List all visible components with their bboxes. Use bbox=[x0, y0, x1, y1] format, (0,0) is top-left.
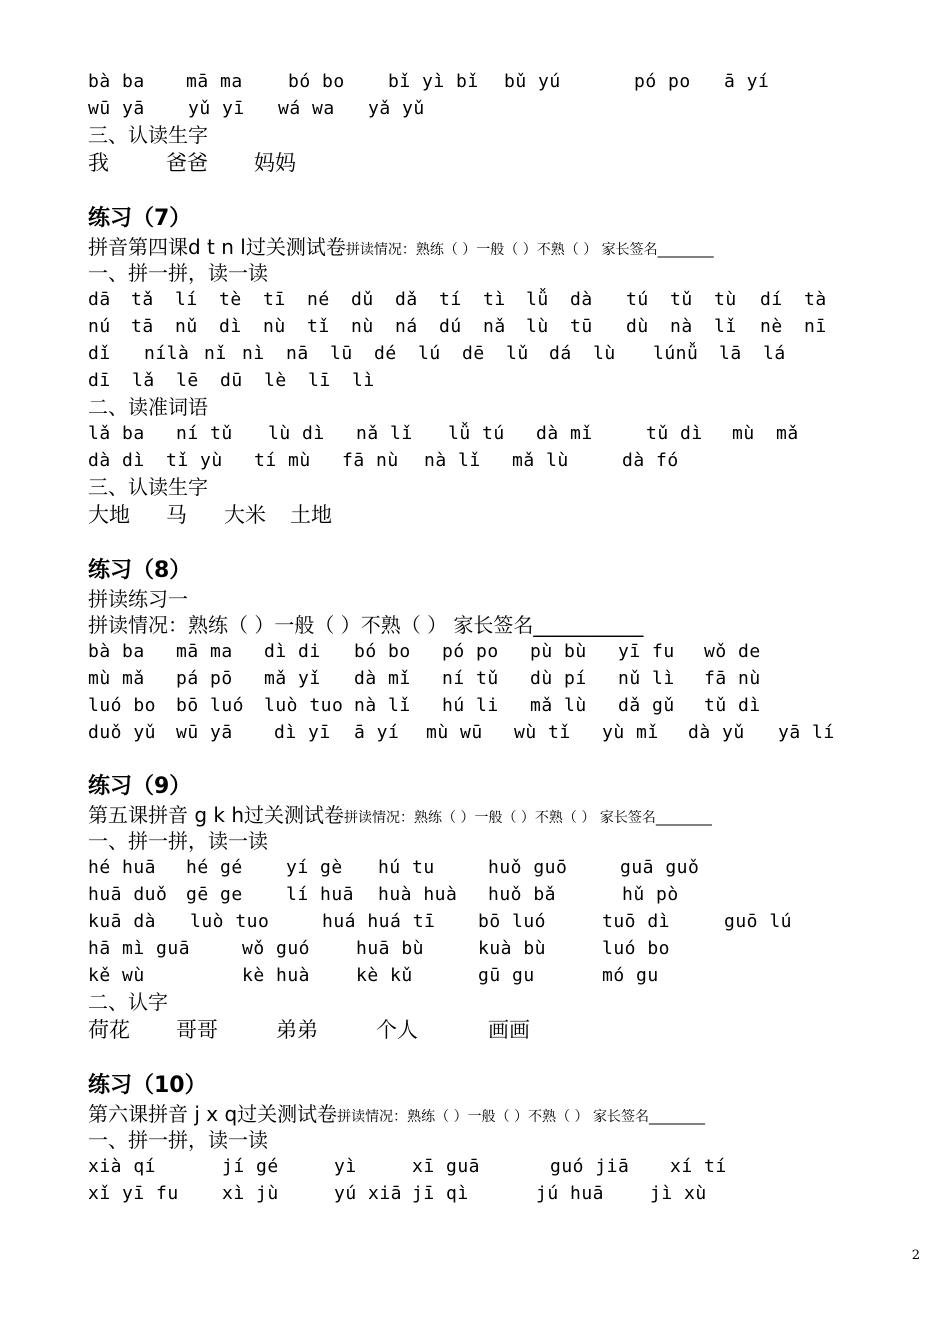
section-heading: 二、读准词语 bbox=[88, 395, 208, 419]
pinyin-word: mā ma bbox=[186, 71, 243, 92]
pinyin-word: lí huā bbox=[286, 884, 355, 905]
pinyin-word: luò tuo bbox=[190, 911, 270, 932]
character-word: 土地 bbox=[290, 503, 332, 527]
pinyin-row bbox=[88, 692, 910, 719]
pinyin-word: lúnǚ bbox=[653, 343, 699, 364]
pinyin-word: kè huà bbox=[242, 965, 311, 986]
pinyin-word: yī fu bbox=[618, 641, 675, 662]
pinyin-word: yā lí bbox=[778, 722, 835, 743]
pinyin-row bbox=[88, 367, 910, 394]
pinyin-row bbox=[88, 286, 910, 313]
pinyin-word: lē bbox=[176, 370, 199, 391]
pinyin-word: ā yí bbox=[354, 722, 400, 743]
pinyin-word: bó bo bbox=[354, 641, 411, 662]
pinyin-word: gū gu bbox=[478, 965, 535, 986]
pinyin-word: né bbox=[307, 289, 330, 310]
pinyin-word: guō lú bbox=[724, 911, 793, 932]
pinyin-row bbox=[88, 719, 910, 746]
character-word: 马 bbox=[166, 503, 187, 527]
pinyin-word: hú li bbox=[442, 695, 499, 716]
pinyin-word: bó bo bbox=[288, 71, 345, 92]
pinyin-word: wǒ guó bbox=[242, 938, 311, 959]
pinyin-word: xià qí bbox=[88, 1156, 157, 1177]
character-row bbox=[88, 1015, 910, 1045]
pinyin-word: huà huà bbox=[378, 884, 458, 905]
pinyin-row bbox=[88, 1180, 910, 1207]
pinyin-word: dí bbox=[760, 289, 783, 310]
pinyin-word: yǔ yī bbox=[188, 98, 245, 119]
pinyin-word: dǔ bbox=[351, 289, 374, 310]
exercise-title: 练习（7） bbox=[88, 206, 192, 231]
pinyin-word: nǐ bbox=[204, 343, 227, 364]
pinyin-word: lù bbox=[593, 343, 616, 364]
pinyin-word: wū yā bbox=[176, 722, 233, 743]
pinyin-word: dī bbox=[88, 370, 111, 391]
pinyin-word: huā bù bbox=[356, 938, 425, 959]
pinyin-word: tí mù bbox=[254, 450, 311, 471]
pinyin-word: tǐ bbox=[307, 316, 330, 337]
pinyin-row bbox=[88, 313, 910, 340]
pinyin-word: hú tu bbox=[378, 857, 435, 878]
pinyin-word: nā bbox=[286, 343, 309, 364]
pinyin-word: ní tǔ bbox=[442, 668, 499, 689]
pinyin-word: lā bbox=[719, 343, 742, 364]
pinyin-word: lī bbox=[308, 370, 331, 391]
pinyin-word: dē bbox=[462, 343, 485, 364]
pinyin-word: wá wa bbox=[278, 98, 335, 119]
character-word: 画画 bbox=[488, 1018, 530, 1042]
pinyin-word: mó gu bbox=[602, 965, 659, 986]
pinyin-word: dǎ gǔ bbox=[618, 695, 675, 716]
section-heading: 三、认读生字 bbox=[88, 123, 208, 147]
pinyin-word: huǒ bǎ bbox=[488, 884, 557, 905]
character-word: 弟弟 bbox=[276, 1018, 318, 1042]
pinyin-word: ā yí bbox=[724, 71, 770, 92]
pinyin-word: pù bù bbox=[530, 641, 587, 662]
pinyin-row bbox=[88, 962, 910, 989]
character-word: 个人 bbox=[376, 1018, 418, 1042]
pinyin-word: lǚ tú bbox=[448, 423, 505, 444]
exercise-subtitle bbox=[88, 234, 910, 260]
pinyin-word: dú bbox=[439, 316, 462, 337]
pinyin-row bbox=[88, 1153, 910, 1180]
pinyin-word: jí gé bbox=[222, 1156, 279, 1177]
pinyin-word: mǎ yǐ bbox=[264, 668, 321, 689]
pinyin-word: nílà bbox=[144, 343, 190, 364]
pinyin-word: tǐ yù bbox=[166, 450, 223, 471]
character-row bbox=[88, 148, 910, 178]
pinyin-word: dù bbox=[626, 316, 649, 337]
pinyin-word: dà bbox=[570, 289, 593, 310]
pinyin-word: xí tí bbox=[670, 1156, 727, 1177]
pinyin-word: mǎ lù bbox=[530, 695, 587, 716]
pinyin-word: nà lǐ bbox=[354, 695, 411, 716]
character-word: 我 bbox=[88, 151, 109, 175]
reading-status-line: 拼读情况：熟练（ ）一般（ ）不熟（ ） 家长签名________ bbox=[337, 1109, 705, 1125]
pinyin-row bbox=[88, 935, 910, 962]
pinyin-word: hé huā bbox=[88, 857, 157, 878]
pinyin-row bbox=[88, 638, 910, 665]
pinyin-word: xī guā bbox=[412, 1156, 481, 1177]
pinyin-word: dé bbox=[374, 343, 397, 364]
pinyin-word: lǐ bbox=[714, 316, 737, 337]
exercise-subtitle bbox=[88, 802, 910, 828]
character-word: 妈妈 bbox=[254, 151, 296, 175]
worksheet-page bbox=[88, 68, 910, 1207]
pinyin-word: pó po bbox=[442, 641, 499, 662]
pinyin-word: dà dì bbox=[88, 450, 145, 471]
pinyin-word: mā ma bbox=[176, 641, 233, 662]
pinyin-row bbox=[88, 908, 910, 935]
exercise-subtitle: 拼读练习一 bbox=[88, 587, 188, 611]
exercise-title: 练习（8） bbox=[88, 558, 192, 583]
pinyin-word: dà mǐ bbox=[536, 423, 593, 444]
pinyin-word: tǔ bbox=[670, 289, 693, 310]
pinyin-word: nà lǐ bbox=[424, 450, 481, 471]
pinyin-word: jì xù bbox=[650, 1183, 707, 1204]
pinyin-word: nǎ lǐ bbox=[356, 423, 413, 444]
pinyin-word: hé gé bbox=[186, 857, 243, 878]
pinyin-row bbox=[88, 68, 910, 95]
pinyin-word: bà ba bbox=[88, 641, 145, 662]
pinyin-word: yù mǐ bbox=[602, 722, 659, 743]
pinyin-word: mù mǎ bbox=[88, 668, 145, 689]
pinyin-word: lú bbox=[418, 343, 441, 364]
pinyin-word: dà yǔ bbox=[688, 722, 745, 743]
pinyin-word: nī bbox=[804, 316, 827, 337]
pinyin-word: wǒ de bbox=[704, 641, 761, 662]
pinyin-word: nǔ lì bbox=[618, 668, 675, 689]
pinyin-word: xǐ yī fu bbox=[88, 1183, 179, 1204]
pinyin-word: yú xiā bbox=[334, 1183, 403, 1204]
pinyin-word: guó jiā bbox=[550, 1156, 630, 1177]
pinyin-word: xì jù bbox=[222, 1183, 279, 1204]
subtitle-main: 拼音第四课d t n l过关测试卷 bbox=[88, 235, 346, 259]
exercise-title: 练习（9） bbox=[88, 774, 192, 799]
pinyin-row bbox=[88, 95, 910, 122]
pinyin-word: dá bbox=[549, 343, 572, 364]
pinyin-word: pá pō bbox=[176, 668, 233, 689]
pinyin-word: tū bbox=[570, 316, 593, 337]
pinyin-word: lí bbox=[175, 289, 198, 310]
pinyin-word: dǎ bbox=[395, 289, 418, 310]
pinyin-word: wù tǐ bbox=[514, 722, 571, 743]
reading-status-line: 拼读情况：熟练（ ）一般（ ）不熟（ ） 家长签名________ bbox=[344, 810, 712, 826]
section-heading: 二、认字 bbox=[88, 990, 168, 1014]
pinyin-word: mǎ lù bbox=[512, 450, 569, 471]
pinyin-word: kè kǔ bbox=[356, 965, 413, 986]
pinyin-word: jú huā bbox=[536, 1183, 605, 1204]
pinyin-word: dì bbox=[219, 316, 242, 337]
pinyin-word: hǔ pò bbox=[622, 884, 679, 905]
pinyin-word: yí gè bbox=[286, 857, 343, 878]
pinyin-word: lá bbox=[763, 343, 786, 364]
pinyin-word: fā nù bbox=[342, 450, 399, 471]
pinyin-word: dù pí bbox=[530, 668, 587, 689]
pinyin-word: bǐ yì bǐ bbox=[388, 71, 479, 92]
section-heading: 三、认读生字 bbox=[88, 475, 208, 499]
pinyin-word: nà bbox=[670, 316, 693, 337]
pinyin-word: huá huá tī bbox=[322, 911, 436, 932]
section-heading: 一、拼一拼，读一读 bbox=[88, 829, 268, 853]
pinyin-word: nú bbox=[88, 316, 111, 337]
reading-status-line: 拼读情况：熟练（ ）一般（ ）不熟（ ） 家长签名________ bbox=[345, 242, 714, 258]
pinyin-word: wū yā bbox=[88, 98, 145, 119]
pinyin-word: lù bbox=[526, 316, 549, 337]
pinyin-word: lǎ ba bbox=[88, 423, 145, 444]
pinyin-word: tǎ bbox=[131, 289, 154, 310]
pinyin-word: kuā dà bbox=[88, 911, 157, 932]
pinyin-word: nù bbox=[263, 316, 286, 337]
pinyin-word: bō luó bbox=[478, 911, 547, 932]
pinyin-word: nù bbox=[351, 316, 374, 337]
pinyin-word: bō luó bbox=[176, 695, 245, 716]
character-word: 爸爸 bbox=[166, 151, 208, 175]
character-word: 大地 bbox=[88, 503, 130, 527]
subtitle-main: 第六课拼音 j x q过关测试卷 bbox=[88, 1102, 338, 1126]
pinyin-row bbox=[88, 665, 910, 692]
pinyin-word: tè bbox=[219, 289, 242, 310]
pinyin-word: duǒ yǔ bbox=[88, 722, 157, 743]
exercise-subtitle bbox=[88, 1101, 910, 1127]
pinyin-word: tù bbox=[714, 289, 737, 310]
pinyin-word: jī qì bbox=[412, 1183, 469, 1204]
pinyin-word: bǔ yú bbox=[504, 71, 561, 92]
pinyin-word: lù dì bbox=[268, 423, 325, 444]
reading-status-line: 拼读情况：熟练（ ）一般（ ）不熟（ ） 家长签名___________ bbox=[88, 613, 644, 637]
pinyin-word: nì bbox=[242, 343, 265, 364]
section-heading: 一、拼一拼，读一读 bbox=[88, 261, 268, 285]
pinyin-word: pó po bbox=[634, 71, 691, 92]
pinyin-word: tì bbox=[483, 289, 506, 310]
pinyin-word: lǔ bbox=[506, 343, 529, 364]
page-number: 2 bbox=[911, 1248, 920, 1263]
pinyin-word: nǎ bbox=[483, 316, 506, 337]
pinyin-word: yǎ yǔ bbox=[368, 98, 425, 119]
exercise-title: 练习（10） bbox=[88, 1073, 207, 1098]
pinyin-word: bà ba bbox=[88, 71, 145, 92]
pinyin-word: lè bbox=[264, 370, 287, 391]
pinyin-word: tú bbox=[626, 289, 649, 310]
pinyin-word: tí bbox=[439, 289, 462, 310]
pinyin-row bbox=[88, 881, 910, 908]
character-word: 哥哥 bbox=[176, 1018, 218, 1042]
pinyin-word: luó bo bbox=[88, 695, 157, 716]
pinyin-word: tǔ dì bbox=[646, 423, 703, 444]
pinyin-row bbox=[88, 447, 910, 474]
pinyin-word: dì di bbox=[264, 641, 321, 662]
pinyin-word: kě wù bbox=[88, 965, 145, 986]
pinyin-word: lǚ bbox=[526, 289, 549, 310]
pinyin-word: guā guǒ bbox=[620, 857, 700, 878]
pinyin-word: luò tuo bbox=[264, 695, 344, 716]
pinyin-word: lì bbox=[352, 370, 375, 391]
pinyin-word: fā nù bbox=[704, 668, 761, 689]
character-row bbox=[88, 500, 910, 530]
character-word: 大米 bbox=[224, 503, 266, 527]
pinyin-word: dū bbox=[220, 370, 243, 391]
pinyin-word: nè bbox=[760, 316, 783, 337]
pinyin-word: dà mǐ bbox=[354, 668, 411, 689]
pinyin-word: kuà bù bbox=[478, 938, 547, 959]
pinyin-word: yì bbox=[334, 1156, 357, 1177]
pinyin-word: tǔ dì bbox=[704, 695, 761, 716]
pinyin-word: dā bbox=[88, 289, 111, 310]
pinyin-row bbox=[88, 420, 910, 447]
pinyin-word: ná bbox=[395, 316, 418, 337]
pinyin-word: lū bbox=[330, 343, 353, 364]
pinyin-word: dì yī bbox=[274, 722, 331, 743]
pinyin-row bbox=[88, 340, 910, 367]
pinyin-word: mù wū bbox=[426, 722, 483, 743]
pinyin-word: tà bbox=[804, 289, 827, 310]
pinyin-word: tuō dì bbox=[602, 911, 671, 932]
pinyin-word: nǔ bbox=[175, 316, 198, 337]
pinyin-word: hā mì guā bbox=[88, 938, 191, 959]
pinyin-word: huā duǒ bbox=[88, 884, 168, 905]
pinyin-word: gē ge bbox=[186, 884, 243, 905]
pinyin-word: huǒ guō bbox=[488, 857, 568, 878]
section-heading: 一、拼一拼，读一读 bbox=[88, 1128, 268, 1152]
pinyin-word: mù bbox=[732, 423, 755, 444]
pinyin-word: dà fó bbox=[622, 450, 679, 471]
pinyin-word: tā bbox=[131, 316, 154, 337]
pinyin-word: mǎ bbox=[776, 423, 799, 444]
pinyin-word: tī bbox=[263, 289, 286, 310]
pinyin-row bbox=[88, 854, 910, 881]
subtitle-main: 第五课拼音 g k h过关测试卷 bbox=[88, 803, 345, 827]
pinyin-word: lǎ bbox=[132, 370, 155, 391]
pinyin-word: ní tǔ bbox=[176, 423, 233, 444]
pinyin-word: dǐ bbox=[88, 343, 111, 364]
character-word: 荷花 bbox=[88, 1018, 130, 1042]
pinyin-word: luó bo bbox=[602, 938, 671, 959]
